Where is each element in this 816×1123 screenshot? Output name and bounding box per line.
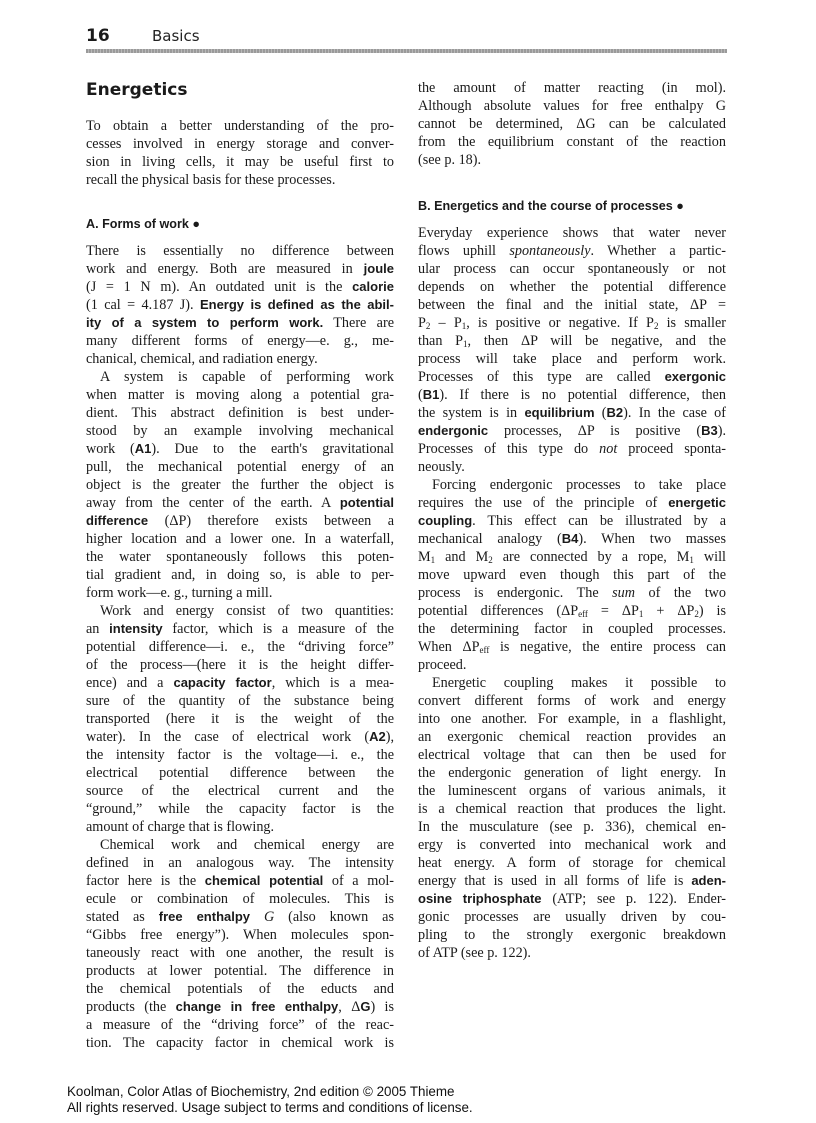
text-run: is negative, the entire process can [489,639,726,655]
subscript: eff [578,609,588,619]
text-line [86,728,394,746]
text-run: – P [430,315,462,331]
text-run: the amount of matter reacting (in mol). [418,80,726,96]
text-run: object is the greater the further the object is [86,477,394,493]
text-run: tial gradient and, in doing so, is able to per- [86,567,394,583]
text-line [418,836,726,854]
paragraph [86,368,394,602]
text-line [418,566,726,584]
text-line [418,97,726,115]
text-line [86,710,394,728]
text-line [418,115,726,133]
text-run: products at lower potential. The difference in [86,963,394,979]
text-run: the endergonic generation of light energy. In [418,765,726,781]
text-run: Work and energy consist of two quantities: [100,603,394,619]
text-run: pull, the mechanical potential energy of an [86,459,394,475]
text-line [86,512,394,530]
text-run: heat energy. A form of storage for chemical [418,855,726,871]
copyright-footer [67,1084,473,1116]
text-run: There is essentially no difference between [86,243,394,259]
header-rule [86,49,727,53]
page-number: 16 [86,26,110,46]
text-run: flows uphill [418,243,510,259]
text-run: an exergonic chemical reaction provides an [418,729,726,745]
text-run: ) is [370,999,395,1015]
text-run: the chemical potentials of the educts and [86,981,394,997]
text-line [418,260,726,278]
text-run: from the equilibrium constant of the reaction [418,134,726,150]
text-line [86,620,394,638]
bold-term: B1 [422,387,440,402]
text-run: ( [594,405,607,421]
text-line [86,494,394,512]
text-run: sure of the quantity of the substance being [86,693,394,709]
text-run: , Δ [338,999,361,1015]
bold-term: B2 [606,405,624,420]
text-run: the determining factor in coupled processes. [418,621,726,637]
text-line [86,278,394,296]
text-line [418,818,726,836]
text-run: In the musculature (see p. 336), chemical en- [418,819,726,835]
text-line [86,908,394,926]
bold-term: Energy is defined as the abil- [199,297,394,312]
text-run: (also known as [274,909,394,925]
bold-term: coupling [418,513,473,528]
text-run: Processes of this type do [418,441,600,457]
bold-term: chemical potential [204,873,324,888]
text-line [86,1016,394,1034]
text-line [86,458,394,476]
text-line [418,530,726,548]
paragraph [86,602,394,836]
text-line [418,890,726,908]
text-line [418,908,726,926]
text-line [86,117,394,135]
text-run: mechanical analogy ( [418,531,562,547]
footer-line: All rights reserved. Usage subject to terms and conditions of license. [67,1100,473,1115]
text-line [418,782,726,800]
text-line [418,224,726,242]
text-line [86,440,394,458]
text-run: defined in an analogous way. The intensity [86,855,394,871]
text-run: amount of charge that is flowing. [86,819,275,835]
text-line [86,926,394,944]
column-right [418,79,726,962]
text-line [418,674,726,692]
text-run: recall the physical basis for these processes. [86,172,336,188]
running-header: Basics [152,27,200,45]
text-line [86,530,394,548]
text-run: an [86,621,110,637]
text-line [86,350,394,368]
text-line [418,512,726,530]
text-line [86,386,394,404]
subscript: 2 [425,321,431,331]
text-line [418,800,726,818]
text-run: cesses involved in energy storage and conver- [86,136,394,152]
text-run: + ΔP [643,603,695,619]
bold-term: intensity [109,621,163,636]
text-line [418,494,726,512]
bold-term: potential [339,495,394,510]
text-line [86,296,394,314]
text-line [86,872,394,890]
text-run: proceed. [418,657,467,673]
text-run: potential differences (ΔP [418,603,579,619]
text-line [86,818,394,836]
text-run: gonic processes are usually driven by cou- [418,909,726,925]
text-run: factor, which is a measure of the [162,621,394,637]
text-run: electrical voltage that can then be used for [418,747,726,763]
text-run: = ΔP [587,603,639,619]
text-run: chanical, chemical, and radiation energy. [86,351,318,367]
subsection-heading-b: B. Energetics and the course of processes ● [418,199,684,213]
text-run: and M [435,549,489,565]
text-line [86,584,394,602]
bold-term: G [360,999,371,1014]
intro-paragraph [86,117,394,189]
text-run: of a mol- [323,873,395,889]
text-line [86,980,394,998]
italic-term: G [263,909,275,925]
text-run: sion in living cells, it may be useful first to [86,154,394,170]
text-line [418,620,726,638]
bold-term: endergonic [418,423,489,438]
text-line [418,872,726,890]
text-run: cannot be determined, ΔG can be calculated [418,116,726,132]
continued-paragraph [418,79,726,169]
text-run: ). In the case of [623,405,726,421]
text-run: A system is capable of performing work [100,369,394,385]
text-run: Chemical work and chemical energy are [100,837,394,853]
text-line [418,728,726,746]
text-run: Energetic coupling makes it possible to [432,675,726,691]
text-run: stood by an example involving mechanical [86,423,394,439]
text-run: are connected by a rope, M [492,549,690,565]
text-line [86,944,394,962]
text-line [86,548,394,566]
text-line [418,458,726,476]
text-run: ), [385,729,394,745]
text-run: depends on whether the potential difference [418,279,726,295]
text-line [86,171,394,189]
text-run: ecule or combination of molecules. This is [86,891,394,907]
text-run: of ATP (see p. 122). [418,945,531,961]
paragraph [418,476,726,674]
column-left [86,78,394,1052]
text-line [86,782,394,800]
bold-term: energetic [668,495,726,510]
text-line [418,350,726,368]
text-run: . Whether a partic- [590,243,726,259]
subscript: 1 [463,339,468,349]
text-line [418,926,726,944]
text-line [86,368,394,386]
text-line [418,602,726,620]
text-line [86,854,394,872]
text-line [418,746,726,764]
text-line [418,151,726,169]
text-run: into one another. For example, in a flashlight, [418,711,726,727]
text-run: many different forms of energy—e. g., me- [86,333,394,349]
text-run: tion. The capacity factor in chemical work is [86,1035,394,1051]
subscript: 1 [689,555,694,565]
text-line [418,404,726,422]
text-run: ular process can occur spontaneously or not [418,261,726,277]
text-run: (1 cal = 4.187 J). [86,297,200,313]
bold-term: exergonic [664,369,726,384]
text-run: the water spontaneously follows this poten- [86,549,394,565]
text-line [86,602,394,620]
text-run: requires the use of the principle of [418,495,669,511]
bold-term: A1 [134,441,152,456]
text-line [86,314,394,332]
text-run [250,909,264,925]
text-line [86,746,394,764]
text-line [86,1034,394,1052]
text-run: higher location and a lower one. In a waterfall, [86,531,394,547]
text-run: “Gibbs free energy”). When molecules spon- [86,927,394,943]
text-run: factor here is the [86,873,205,889]
text-run: work ( [86,441,135,457]
text-run: (ΔP) therefore exists between a [148,513,394,529]
text-run: “ground,” while the capacity factor is the [86,801,394,817]
text-run: than P [418,333,464,349]
text-line [86,153,394,171]
paragraph [418,224,726,476]
bold-term: capacity factor [173,675,272,690]
text-run: the luminescent organs of various animals, it [418,783,726,799]
text-line [86,656,394,674]
text-line [418,332,726,350]
subsection-heading-a: A. Forms of work ● [86,217,200,231]
text-run: ). [717,423,726,439]
text-run: (ATP; see p. 122). Ender- [541,891,726,907]
text-run: of the process—(here it is the height differ- [86,657,394,673]
text-run: , which is a mea- [271,675,394,691]
bold-term: ity of a system to perform work. [86,315,324,330]
text-line [86,242,394,260]
text-line [86,836,394,854]
bold-term: free enthalpy [158,909,251,924]
bold-term: difference [86,513,149,528]
text-line [86,998,394,1016]
text-run: is smaller [658,315,726,331]
footer-line: Koolman, Color Atlas of Biochemistry, 2nd edition © 2005 Thieme [67,1084,455,1099]
bold-term: joule [363,261,394,276]
text-line [86,764,394,782]
bold-term: aden- [691,873,726,888]
bold-term: B4 [561,531,579,546]
text-line [86,476,394,494]
bold-term: equilibrium [524,405,595,420]
text-run: process is endergonic. The [418,585,613,601]
text-run: Forcing endergonic processes to take place [432,477,726,493]
text-line [86,422,394,440]
text-line [418,422,726,440]
text-line [418,242,726,260]
text-line [418,133,726,151]
text-run: stated as [86,909,159,925]
text-line [418,296,726,314]
text-run: away from the center of the earth. A [86,495,340,511]
paragraph [418,674,726,962]
text-line [418,692,726,710]
text-run: ergy is converted into mechanical work and [418,837,726,853]
text-line [86,890,394,908]
text-line [418,278,726,296]
subscript: 2 [488,555,493,565]
text-run: Everyday experience shows that water never [418,225,726,241]
text-line [86,962,394,980]
text-run: neously. [418,459,465,475]
text-line [86,674,394,692]
text-run: proceed sponta- [617,441,726,457]
text-line [418,656,726,674]
subscript: 1 [430,555,436,565]
text-run: when matter is moving along a potential gra- [86,387,394,403]
paragraph [86,836,394,1052]
text-run: transported (here it is the weight of the [86,711,394,727]
text-run: Although absolute values for free enthalpy G [418,98,726,114]
text-run: of the two [635,585,726,601]
text-line [86,692,394,710]
text-run: products (the [86,999,176,1015]
text-line [418,386,726,404]
text-run: ). If there is no potential difference, then [439,387,726,403]
text-line [86,800,394,818]
text-run: process will take place and perform work. [418,351,726,367]
text-run: electrical potential difference between the [86,765,394,781]
text-line [86,260,394,278]
text-run: To obtain a better understanding of the pro- [86,118,394,134]
bold-term: change in free enthalpy [175,999,339,1014]
subscript: 1 [638,609,644,619]
text-line [418,944,726,962]
text-run: ). When two masses [578,531,726,547]
text-run: a measure of the “driving force” of the reac- [86,1017,394,1033]
subscript: eff [479,645,490,655]
text-line [418,710,726,728]
text-line [418,548,726,566]
text-run: energy that is used in all forms of life is [418,873,692,889]
text-run: , is positive or negative. If P [466,315,654,331]
text-run: dient. This abstract definition is best under- [86,405,394,421]
text-run: There are [323,315,394,331]
text-line [418,79,726,97]
text-run: water). In the case of electrical work ( [86,729,370,745]
bold-term: B3 [701,423,718,438]
bold-term: A2 [369,729,386,744]
text-line [86,566,394,584]
text-run: Processes of this type are called [418,369,665,385]
bold-term: calorie [352,279,394,294]
text-line [418,476,726,494]
italic-term: not [599,441,618,457]
text-line [418,854,726,872]
text-line [418,764,726,782]
text-run: ( [418,387,423,403]
subscript: 2 [694,609,699,619]
text-run: ). Due to the earth's gravitational [151,441,394,457]
text-line [86,332,394,350]
text-run: P [418,315,426,331]
text-line [86,404,394,422]
text-run: When ΔP [418,639,480,655]
text-run: pling to the strongly exergonic breakdown [418,927,726,943]
text-run: between the final and the initial state, ΔP = [418,297,726,313]
italic-term: sum [612,585,636,601]
text-line [86,135,394,153]
text-run: form work—e. g., turning a mill. [86,585,273,601]
text-line [418,368,726,386]
text-run: M [418,549,431,565]
text-run: (see p. 18). [418,152,482,168]
text-line [418,638,726,656]
text-run: is a chemical reaction that produces the light. [418,801,726,817]
text-run: source of the electrical current and the [86,783,394,799]
text-line [86,638,394,656]
paragraph [86,242,394,368]
bold-term: osine triphosphate [418,891,542,906]
text-line [418,440,726,458]
text-run: potential difference—i. e., the “driving force” [86,639,394,655]
subscript: 2 [653,321,659,331]
text-run: the system is in [418,405,525,421]
italic-term: spontaneously [509,243,591,259]
text-run: work and energy. Both are measured in [86,261,364,277]
text-run: will [693,549,726,565]
text-run: ence) and a [86,675,174,691]
text-line [418,314,726,332]
text-run: move upward even though this part of the [418,567,726,583]
text-line [418,584,726,602]
section-title: Energetics [86,80,188,100]
text-run: the intensity factor is the voltage—i. e., the [86,747,394,763]
text-run: , then ΔP will be negative, and the [467,333,726,349]
text-run: . This effect can be illustrated by a [472,513,726,529]
text-run: convert different forms of work and energy [418,693,726,709]
text-run: ) is [698,603,727,619]
text-run: taneously react with one another, the result is [86,945,394,961]
text-run: processes, ΔP is positive ( [488,423,702,439]
subscript: 1 [461,321,467,331]
text-run: (J = 1 N m). An outdated unit is the [86,279,353,295]
